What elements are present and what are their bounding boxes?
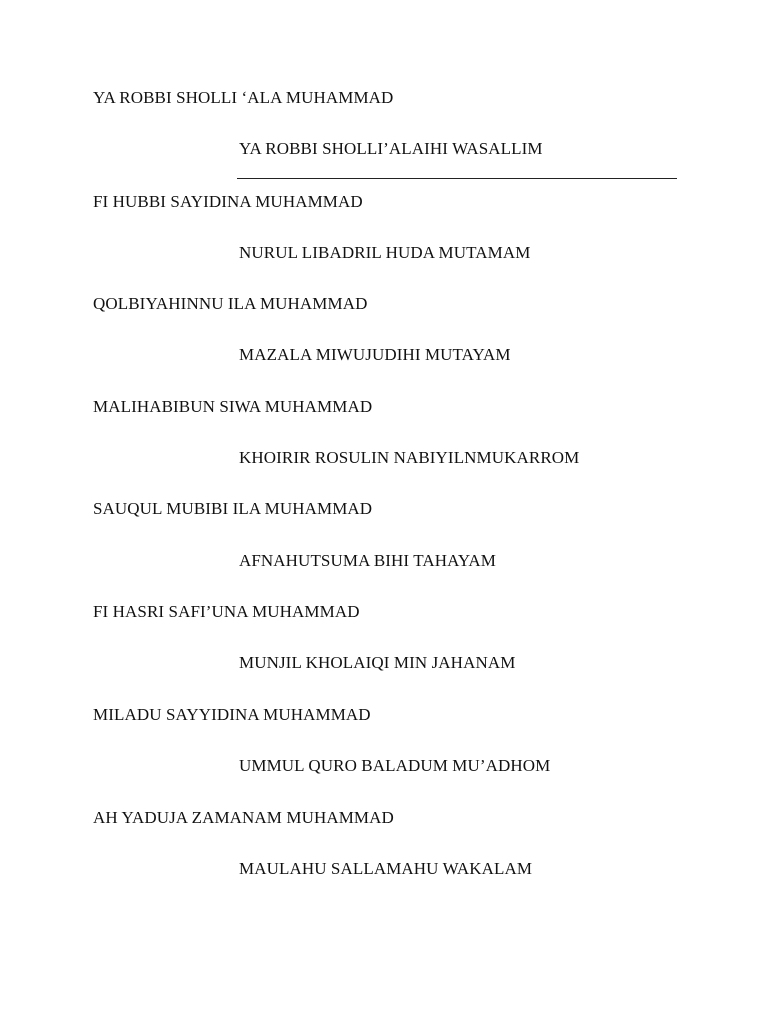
lyric-line-13: MILADU SAYYIDINA MUHAMMAD bbox=[93, 705, 371, 724]
lyric-line-1: YA ROBBI SHOLLI ‘ALA MUHAMMAD bbox=[93, 88, 394, 107]
lyric-line-15: AH YADUJA ZAMANAM MUHAMMAD bbox=[93, 808, 394, 827]
lyric-line-14: UMMUL QURO BALADUM MU’ADHOM bbox=[239, 756, 551, 775]
lyric-line-12: MUNJIL KHOLAIQI MIN JAHANAM bbox=[239, 653, 516, 672]
lyric-line-2: YA ROBBI SHOLLI’ALAIHI WASALLIM bbox=[239, 139, 543, 158]
horizontal-rule bbox=[237, 178, 677, 179]
lyric-line-9: SAUQUL MUBIBI ILA MUHAMMAD bbox=[93, 499, 373, 518]
lyric-line-16: MAULAHU SALLAMAHU WAKALAM bbox=[239, 859, 533, 878]
lyric-line-7: MALIHABIBUN SIWA MUHAMMAD bbox=[93, 397, 373, 416]
lyric-line-5: QOLBIYAHINNU ILA MUHAMMAD bbox=[93, 294, 368, 313]
lyric-line-10: AFNAHUTSUMA BIHI TAHAYAM bbox=[239, 551, 497, 570]
lyric-line-11: FI HASRI SAFI’UNA MUHAMMAD bbox=[93, 602, 360, 621]
lyric-line-4: NURUL LIBADRIL HUDA MUTAMAM bbox=[239, 243, 531, 262]
lyric-line-3: FI HUBBI SAYIDINA MUHAMMAD bbox=[93, 192, 363, 211]
lyric-line-6: MAZALA MIWUJUDIHI MUTAYAM bbox=[239, 345, 511, 364]
lyric-line-8: KHOIRIR ROSULIN NABIYILNMUKARROM bbox=[239, 448, 580, 467]
